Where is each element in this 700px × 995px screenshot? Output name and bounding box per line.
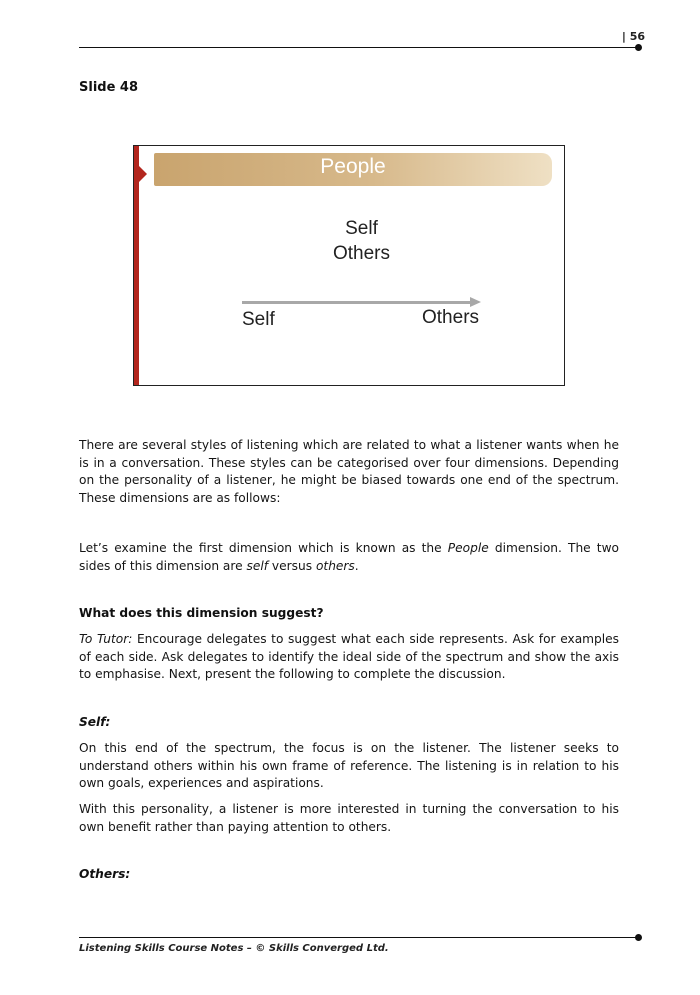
rule-dot [635,44,642,51]
emphasis-others: others [315,558,355,573]
tutor-label: To Tutor: [79,632,133,646]
others-heading: Others: [79,867,131,881]
slide-pointer-icon [139,166,147,182]
self-paragraph-1: On this end of the spectrum, the focus is on the listener. The listener seeks to understand others within his own frame of reference. The listening is in relation to his own goals, experiences and aspirations. [79,741,619,790]
self-paragraph-2: With this personality, a listener is more interested in turning the conversation to his own benefit rather than paying attention to others. [79,802,619,834]
emphasis-people: People [447,541,489,555]
header-rule [79,47,639,48]
footer-rule [79,937,639,938]
emphasis-self: self [246,558,269,573]
slide-label: Slide 48 [79,80,139,95]
question-heading: What does this dimension suggest? [79,606,324,620]
slide-center-top: Self [345,218,378,239]
slide-image [133,145,565,386]
examine-paragraph: Let’s examine the first dimension which is known as the People dimension. The two sides of this dimension are self versus others. [79,541,620,573]
slide-center-bottom: Others [332,243,391,264]
slide-title: People [320,155,386,178]
self-heading: Self: [79,715,111,729]
page-number: | 56 [621,30,645,43]
axis-label-others: Others [422,307,480,328]
axis-label-self: Self [242,309,275,330]
rule-dot [635,934,642,941]
intro-paragraph: There are several styles of listening which are related to what a listener wants when he is in a conversation. These styles can be categorised over four dimensions. Depending on the personality of a listener, he might be biased towards one end of the spectrum. These dimensions are as follows: [79,438,619,505]
arrow-right-icon [470,297,481,307]
footer-text: Listening Skills Course Notes – © Skills Converged Ltd. [79,943,389,954]
spectrum-axis-line [242,301,472,304]
tutor-paragraph: To Tutor: Encourage delegates to suggest what each side represents. Ask for examples of each side. Ask delegates to identify the ideal side of the spectrum and show the axis to emphasise. Next, present the following to complete the discussion. [79,632,620,681]
